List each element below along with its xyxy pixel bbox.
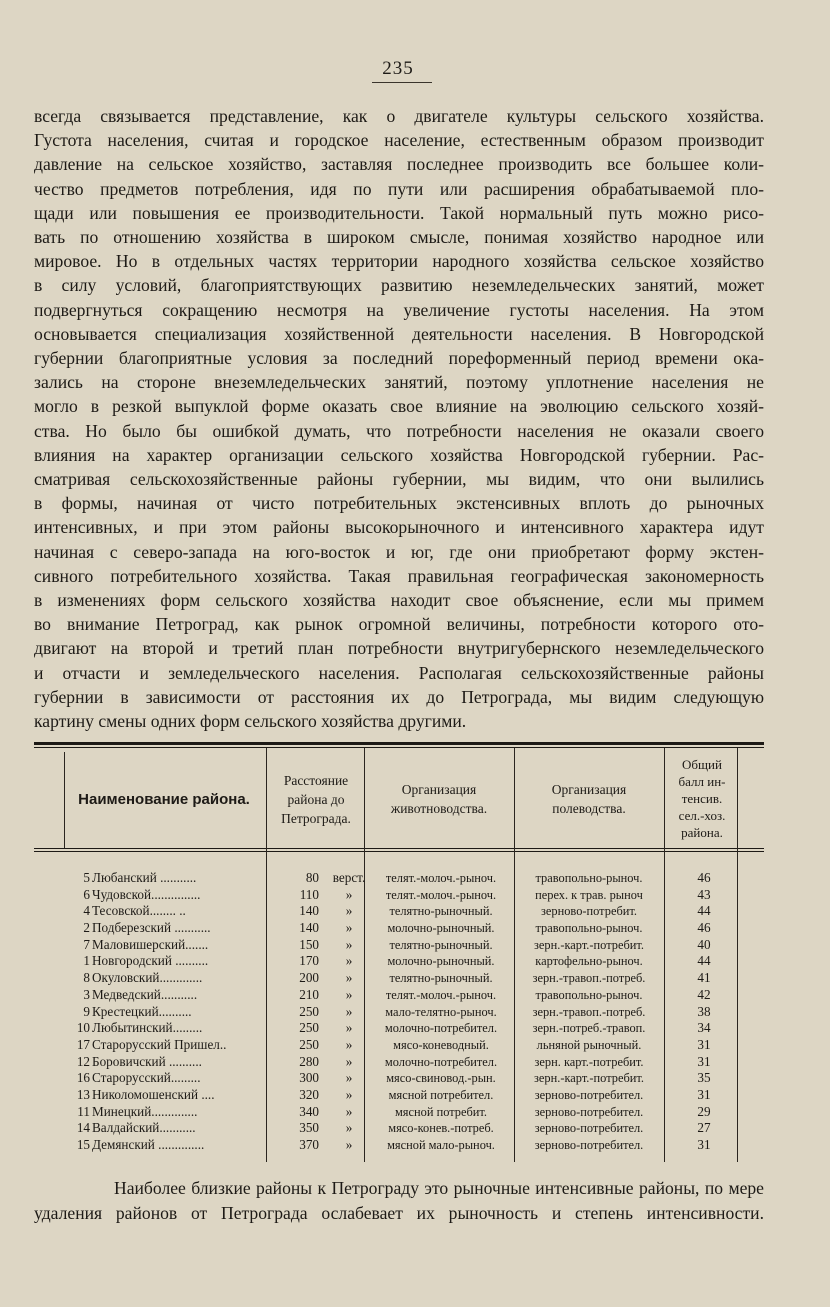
row-livestock: мясной потребител. [388, 1087, 494, 1102]
row-score: 31 [697, 1053, 711, 1069]
table-top-rule [34, 742, 764, 745]
text-line: в изменениях форм сельского хозяйства находит свое объяснение, если мы примем [34, 590, 764, 611]
row-name: Маловишерский....... [92, 936, 209, 952]
text-line: интенсивных, и при этом районы высокорыночного и интенсивного характера идут [34, 517, 764, 538]
row-unit: » [345, 1053, 353, 1069]
header-name: Наименование района. [78, 790, 250, 808]
row-name: Валдайский........... [92, 1120, 196, 1136]
row-distance: 170 [299, 953, 319, 969]
row-field: зерн.-карт.-потребит. [534, 1071, 644, 1086]
text-line: вать по отношению хозяйства в широком смысле, понимая хозяйство народное или [34, 227, 764, 248]
table-row [34, 903, 764, 920]
text-line: зались на стороне внеземледельческих занятий, поэтому уплотнение населения не [34, 372, 764, 393]
text-line: картину смены одних форм сельского хозяйства другими. [34, 711, 467, 732]
text-line: щади или повышения ее производительности. Такой нормальный путь можно рисо- [34, 202, 764, 223]
text-line: Густота населения, считая и городское население, естественным образом производит [34, 130, 764, 151]
row-livestock: мало-телятно-рыноч. [385, 1004, 497, 1019]
row-field: зерн.-потреб.-травоп. [532, 1021, 646, 1036]
row-name: Чудовской............... [92, 886, 201, 902]
row-livestock: телятно-рыночный. [389, 904, 493, 919]
row-distance: 140 [299, 920, 319, 936]
row-distance: 340 [299, 1103, 319, 1119]
row-name: Минецкий.............. [92, 1103, 198, 1119]
row-field: картофельно-рыноч. [535, 954, 643, 969]
row-livestock: телят.-молоч.-рыноч. [385, 987, 497, 1002]
row-score: 46 [697, 870, 711, 885]
text-line: двигают на второй и третий план потребности внутригубернского неземледельческого [34, 638, 764, 659]
districts-table [34, 742, 764, 1172]
row-distance: 210 [299, 986, 319, 1002]
row-unit: » [345, 1003, 353, 1019]
row-distance: 250 [299, 1036, 319, 1052]
row-field: травопольно-рыноч. [535, 987, 643, 1002]
table-rows [34, 870, 764, 1154]
text-line: чество предметов потребления, идя по пути или расширения обрабатываемой пло- [34, 178, 764, 199]
row-number: 12 [76, 1053, 90, 1069]
page-number: 235 [382, 58, 414, 79]
row-number: 7 [83, 936, 90, 952]
footer-text [34, 1176, 764, 1226]
text-line: и отчасти и земледельческого населения. Располагая сельскохозяйственные районы [34, 662, 764, 683]
row-score: 35 [697, 1070, 711, 1086]
row-livestock: мясо-конев.-потреб. [388, 1121, 494, 1136]
row-number: 2 [83, 920, 90, 936]
row-field: перех. к трав. рыноч [535, 887, 643, 902]
row-livestock: мясной потребит. [394, 1104, 488, 1119]
row-livestock: телят.-молоч.-рыноч. [385, 871, 497, 885]
header-livestock: Организация животноводства. [390, 782, 488, 816]
text-line: давление на сельское хозяйство, заставляя последнее производить все большее коли- [34, 154, 764, 175]
table-row [34, 1104, 764, 1121]
row-unit: » [345, 920, 353, 936]
text-line: губернии в зависимости от расстояния их до Петрограда, мы видим следующую [34, 686, 764, 707]
row-score: 38 [697, 1003, 711, 1019]
row-field: зерн.-карт.-потребит. [534, 937, 644, 952]
text-line: всегда связывается представление, как о двигателе культуры сельского хозяйства. [34, 106, 764, 126]
row-number: 5 [83, 870, 90, 885]
row-number: 1 [83, 953, 90, 969]
row-number: 8 [83, 970, 90, 986]
row-unit: » [345, 1137, 353, 1152]
row-score: 42 [697, 986, 711, 1002]
text-line: сивного потребительного хозяйства. Такая правильная географическая закономерность [34, 565, 764, 586]
row-distance: 150 [299, 936, 319, 952]
row-score: 41 [697, 970, 711, 986]
table-row [34, 1004, 764, 1021]
row-livestock: телятно-рыночный. [389, 971, 493, 986]
table-row [34, 1020, 764, 1037]
row-unit: » [345, 1086, 353, 1102]
row-number: 14 [76, 1120, 90, 1136]
header-distance: Расстояние района до Петрограда. [281, 772, 351, 826]
row-number: 17 [76, 1036, 90, 1052]
header-bottom-rule [34, 848, 764, 849]
table-top-rule-thin [34, 747, 764, 748]
row-distance: 110 [299, 886, 319, 902]
row-unit: » [345, 936, 353, 952]
row-name: Любанский ........... [92, 870, 197, 885]
text-line: влияния на характер организации сельского хозяйства Новгородской губернии. Рас- [34, 444, 764, 465]
row-unit: » [345, 1070, 353, 1086]
row-score: 31 [697, 1086, 711, 1102]
text-line: во внимание Петроград, как рынок огромной величины, потребности которого ото- [34, 614, 764, 635]
row-field: зерн. карт.-потребит. [534, 1054, 644, 1069]
row-name: Медведский........... [92, 986, 198, 1002]
row-name: Николомошенский .... [92, 1086, 215, 1102]
row-distance: 320 [299, 1086, 319, 1102]
row-livestock: молочно-потребител. [384, 1054, 498, 1069]
table-row [34, 1037, 764, 1054]
row-number: 15 [76, 1137, 90, 1152]
row-name: Старорусский Пришел.. [92, 1036, 227, 1052]
header-score: Общий балл ин- тенсив. сел.-хоз. района. [678, 756, 726, 840]
text-line: сматривая сельскохозяйственные районы губернии, мы видим, что они вылились [34, 469, 764, 490]
row-score: 31 [697, 1036, 711, 1052]
row-field: льняной рыночный. [536, 1037, 642, 1052]
row-score: 46 [697, 920, 711, 936]
row-unit: » [345, 986, 353, 1002]
row-name: Крестецкий.......... [92, 1003, 192, 1019]
table-row [34, 1070, 764, 1087]
row-unit: » [345, 953, 353, 969]
footer-line: Наиболее близкие районы к Петрограду это рыночные интенсивные районы, по мере [114, 1178, 764, 1198]
table-row [34, 987, 764, 1004]
row-score: 31 [697, 1137, 711, 1152]
row-field: зерн.-травоп.-потреб. [532, 971, 646, 986]
row-unit: » [345, 1036, 353, 1052]
row-name: Окуловский............. [92, 970, 203, 986]
row-livestock: мясо-свиновод.-рын. [386, 1071, 496, 1086]
text-line: губернии благоприятные условия за последний пореформенный период времени ока- [34, 348, 764, 369]
row-field: травопольно-рыноч. [535, 921, 643, 936]
page-number-rule [372, 82, 432, 83]
row-name: Старорусский......... [92, 1070, 201, 1086]
row-unit: » [345, 1103, 353, 1119]
row-number: 6 [83, 886, 90, 902]
row-unit: » [345, 903, 353, 919]
table-row [34, 920, 764, 937]
table-row [34, 870, 764, 887]
footer-line: удаления районов от Петрограда ослабевает их рыночность и степень интенсивности. [34, 1203, 764, 1223]
row-number: 16 [76, 1070, 90, 1086]
row-unit: » [345, 970, 353, 986]
text-line: начиная с северо-запада на юго-восток и юг, где они приобретают форму экстен- [34, 541, 764, 562]
row-number: 11 [77, 1103, 90, 1119]
row-livestock: молочно-рыночный. [387, 954, 495, 969]
row-score: 44 [697, 903, 711, 919]
table-row [34, 970, 764, 987]
table-row [34, 887, 764, 904]
row-distance: 350 [299, 1120, 319, 1136]
row-score: 44 [697, 953, 711, 969]
row-livestock: телят.-молоч.-рыноч. [385, 887, 497, 902]
row-number: 4 [83, 903, 90, 919]
row-score: 40 [697, 936, 711, 952]
row-name: Новгородский .......... [92, 953, 209, 969]
row-score: 27 [697, 1120, 711, 1136]
text-line: мировое. Но в отдельных частях территории народного хозяйства сельское хозяйство [34, 251, 764, 272]
text-line: ства. Но было бы ошибкой думать, что потребности населения не оказали своего [34, 420, 764, 441]
row-name: Боровичский .......... [92, 1053, 202, 1069]
table-row [34, 1054, 764, 1071]
row-score: 29 [697, 1103, 711, 1119]
row-distance: 80 [305, 870, 319, 885]
text-line: могло в резкой выпуклой форме оказать свое влияние на эволюцию сельского хозяй- [34, 396, 764, 417]
row-unit: » [345, 1020, 353, 1036]
row-field: зерн.-травоп.-потреб. [532, 1004, 646, 1019]
row-field: зерново-потребител. [534, 1121, 644, 1136]
body-text [34, 104, 764, 733]
row-name: Демянский .............. [92, 1137, 205, 1152]
row-number: 3 [83, 986, 90, 1002]
row-name: Любытинский......... [92, 1020, 203, 1036]
row-name: Тесовской........ .. [92, 903, 186, 919]
table-row [34, 1087, 764, 1104]
row-distance: 300 [299, 1070, 319, 1086]
row-distance: 280 [299, 1053, 319, 1069]
row-field: зерново-потребител. [534, 1104, 644, 1119]
row-distance: 250 [299, 1020, 319, 1036]
row-unit: верст. [332, 870, 366, 885]
table-row [34, 1120, 764, 1137]
row-score: 43 [697, 886, 711, 902]
header-bottom-rule-2 [34, 851, 764, 852]
table-row [34, 1137, 764, 1154]
row-distance: 370 [299, 1137, 319, 1152]
row-field: зерново-потребит. [541, 904, 637, 919]
row-unit: » [345, 1120, 353, 1136]
row-field: травопольно-рыноч. [535, 871, 643, 885]
row-livestock: молочно-рыночный. [387, 921, 495, 936]
row-livestock: молочно-потребител. [384, 1021, 498, 1036]
header-field: Организация полеводства. [551, 782, 627, 816]
row-field: зерново-потребител. [534, 1138, 644, 1152]
text-line: в силу условий, благоприятствующих развитию неземледельческих занятий, может [34, 275, 764, 296]
text-line: подвергнуться сокращению несмотря на увеличение густоты населения. На этом [34, 299, 764, 320]
row-livestock: мясо-коневодный. [393, 1037, 489, 1052]
row-distance: 250 [299, 1003, 319, 1019]
row-unit: » [345, 886, 353, 902]
row-livestock: телятно-рыночный. [389, 937, 493, 952]
row-distance: 200 [299, 970, 319, 986]
table-row [34, 937, 764, 954]
row-field: зерново-потребител. [534, 1087, 644, 1102]
row-livestock: мясной мало-рыноч. [387, 1138, 495, 1152]
text-line: основывается специализация хозяйственной деятельности населения. В Новгородской [34, 323, 764, 344]
row-distance: 140 [299, 903, 319, 919]
text-line: в формы, начиная от чисто потребительных экстенсивных вплоть до рыночных [34, 493, 764, 514]
row-score: 34 [697, 1020, 711, 1036]
row-number: 9 [83, 1003, 90, 1019]
row-number: 10 [76, 1020, 90, 1036]
row-name: Подберезский ........... [92, 920, 211, 936]
row-number: 13 [76, 1086, 90, 1102]
table-row [34, 953, 764, 970]
